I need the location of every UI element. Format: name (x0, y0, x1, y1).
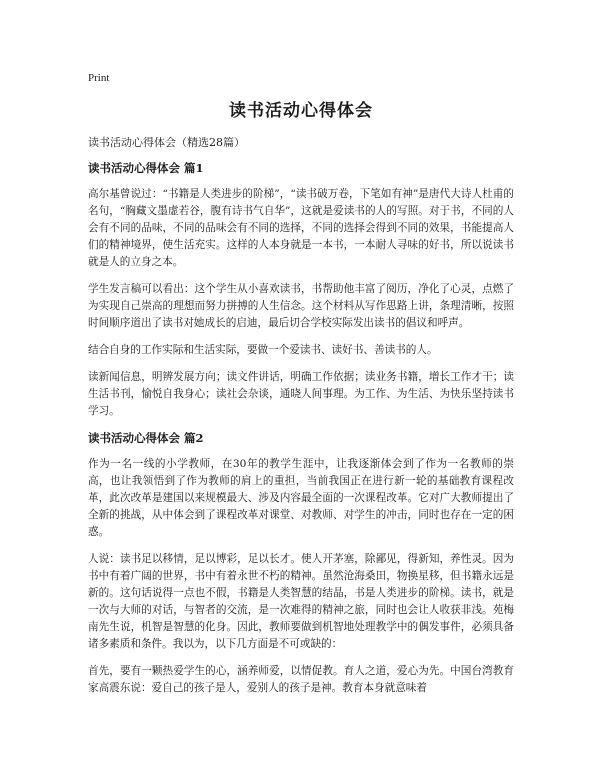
page-title: 读书活动心得体会 (229, 101, 373, 121)
document-body (88, 160, 514, 707)
paragraph: 读新闻信息，明辨发展方向；读文件讲话，明确工作依据；读业务书籍，增长工作才干；读生活书刊，愉悦自我身心；读社会杂谈，通晓人间事理。为工作、为生活、为快乐坚持读书学习。 (88, 371, 514, 417)
paragraph: 首先，要有一颗热爱学生的心，涵养师爱，以情促教。育人之道，爱心为先。中国台湾教育家高震东说：爱自己的孩子是人，爱别人的孩子是神。教育本身就意味着 (88, 665, 514, 694)
paragraph: 作为一名一线的小学教师，在30年的教学生涯中，让我逐渐体会到了作为一名教师的崇高，也让我领悟到了作为教师的肩上的重担，当前我国正在进行新一轮的基础教育课程改革，此次改革是建国以来规模最大、涉及内容最全面的一次课程改革。它对广大教师提出了全新的挑战，从中体会到了课程改革对课堂、对教师、对学生的冲击，同时也存在一定的困惑。 (88, 458, 514, 538)
section-heading: 读书活动心得体会 篇1 (88, 161, 204, 175)
section-2 (88, 430, 514, 697)
paragraph: 结合自身的工作实际和生活实际，要做一个爱读书、读好书、善读书的人。 (88, 344, 438, 356)
print-link[interactable]: Print (88, 72, 110, 84)
section-heading: 读书活动心得体会 篇2 (88, 431, 204, 445)
section-1 (88, 160, 514, 420)
paragraph: 人说：读书足以移情，足以博彩，足以长才。使人开茅塞，除鄙见，得新知，养性灵。因为书中有着广阔的世界，书中有着永世不朽的精神。虽然沧海桑田，物换星移，但书籍永远是新的。这句话说得一点也不假，书籍是人类智慧的结晶，书是人类进步的阶梯。读书，就是一次与大师的对话，与智者的交流，是一次难得的精神之旅，同时也会让人收获非浅。苑梅南先生说，机智是智慧的化身。因此，教师要做到机智地处理教学中的偶发事件，必须具备诸多素质和条件。我以为，以下几方面是不可或缺的： (88, 553, 514, 650)
paragraph: 学生发言稿可以看出：这个学生从小喜欢读书，书帮助他丰富了阅历，净化了心灵，点燃了为实现自己崇高的理想而努力拼搏的人生信念。这个材料从写作思路上讲，条理清晰，按照时间顺序道出了读书对她成长的启迪，最后切合学校实际发出读书的倡议和呼声。 (88, 283, 514, 329)
paragraph: 高尔基曾说过：“书籍是人类进步的阶梯”，“读书破万卷，下笔如有神”是唐代大诗人杜甫的名句，“胸藏文墨虚若谷，腹有诗书气自华”，这就是爱读书的人的写照。对于书，不同的人会有不同的品味，不同的品味会有不同的选择，不同的选择会得到不同的效果，书能提高人们的精神境界，使生活充实。这样的人本身就是一本书，一本耐人寻味的好书，所以说读书就是人的立身之本。 (88, 188, 514, 268)
document-subtitle: 读书活动心得体会（精选28篇） (88, 136, 245, 149)
